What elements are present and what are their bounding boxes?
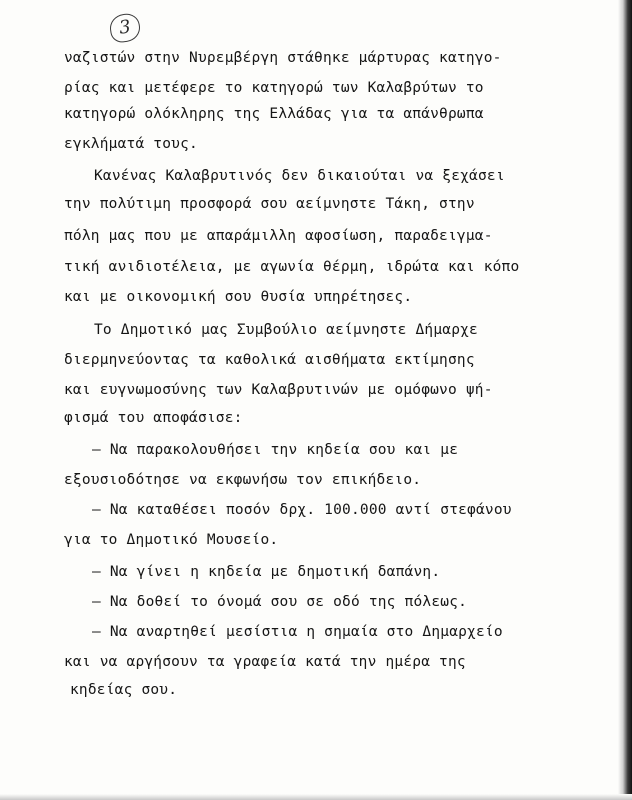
text-line: ναζιστών στην Νυρεμβέργη στάθηκε μάρτυρας κατηγο- — [64, 50, 502, 66]
paragraph-first-line: Κανένας Καλαβρυτινός δεν δικαιούται να ξεχάσει — [94, 168, 505, 184]
text-line: εξουσιοδότησε να εκφωνήσω τον επικήδειο. — [64, 472, 422, 488]
list-item-line: – Να δοθεί το όνομά σου σε οδό της πόλεως. — [92, 594, 468, 610]
list-item-line: – Να καταθέσει ποσόν δρχ. 100.000 αντί στεφάνου — [92, 502, 512, 518]
text-line: διερμηνεύοντας τα καθολικά αισθήματα εκτίμησης — [64, 352, 475, 368]
list-item-line: – Να παρακολουθήσει την κηδεία σου και με — [92, 442, 459, 458]
text-line: ρίας και μετέφερε το κατηγορώ των Καλαβρύτων το — [64, 80, 484, 96]
text-line: για το Δημοτικό Μουσείο. — [64, 532, 279, 548]
text-line: και ευγνωμοσύνης των Καλαβρυτινών με ομόφωνο ψή- — [64, 382, 493, 398]
text-line: εγκλήματά τους. — [64, 136, 198, 152]
text-line: φισμά του αποφάσισε: — [64, 410, 243, 426]
text-line: την πολύτιμη προσφορά σου αείμνηστε Τάκη, στην — [64, 196, 475, 212]
list-item-line: – Να αναρτηθεί μεσίστια η σημαία στο Δημαρχείο — [92, 624, 503, 640]
paragraph-first-line: Το Δημοτικό μας Συμβούλιο αείμνηστε Δήμαρχε — [94, 322, 478, 338]
page-number-circled: 3 — [108, 12, 142, 44]
text-line: τική ανιδιοτέλεια, με αγωνία θέρμη, ιδρώτα και κόπο — [64, 259, 520, 275]
text-line: κηδείας σου. — [70, 682, 178, 698]
text-line: πόλη μας που με απαράμιλλη αφοσίωση, παραδειγμα- — [64, 228, 493, 244]
text-line: κατηγορώ ολόκληρης της Ελλάδας για τα απάνθρωπα — [64, 106, 484, 122]
text-line: και με οικονομική σου θυσία υπηρέτησες. — [64, 289, 413, 305]
scan-edge-right — [618, 0, 632, 800]
scan-edge-bottom — [0, 794, 632, 800]
text-line: και να αργήσουν τα γραφεία κατά την ημέρα της — [64, 654, 466, 670]
list-item-line: – Να γίνει η κηδεία με δημοτική δαπάνη. — [92, 564, 441, 580]
